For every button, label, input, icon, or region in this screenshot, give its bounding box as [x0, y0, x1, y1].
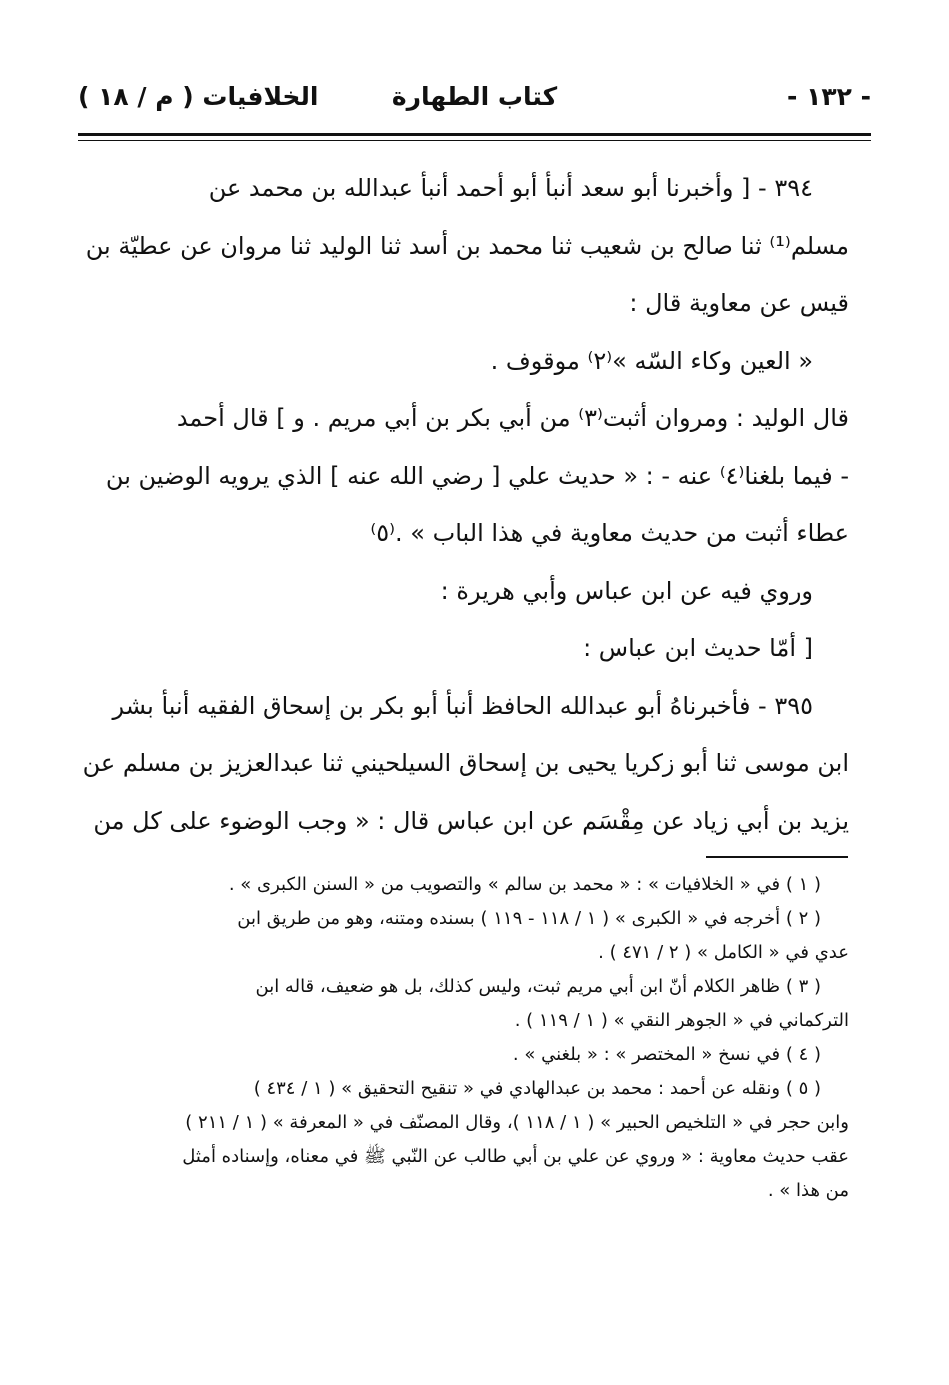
- main-text: [78, 160, 849, 850]
- text-line: قيس عن معاوية قال :: [629, 289, 849, 317]
- text-line: ٣٩٥ - فأخبرناهُ أبو عبدالله الحافظ أنبأ أبو بكر بن إسحاق الفقيه أنبأ بشر: [112, 691, 813, 720]
- footnote-line: ( ٤ ) في نسخ « المختصر » : « بلغني » .: [512, 1044, 821, 1065]
- footnotes: [78, 868, 849, 1208]
- text-line: مسلم⁽¹⁾ ثنا صالح بن شعيب ثنا محمد بن أسد ثنا الوليد ثنا مروان عن عطيّة بن: [85, 231, 849, 260]
- text-line: [ أمّا حديث ابن عباس :: [583, 634, 813, 662]
- footnote-separator: [706, 856, 848, 858]
- text-line: ابن موسى ثنا أبو زكريا يحيى بن إسحاق السيلحيني ثنا عبدالعزيز بن مسلم عن: [82, 749, 849, 777]
- page-number: - ١٣٢ -: [787, 82, 871, 111]
- footnote-line: التركماني في « الجوهر النقي » ( ١ / ١١٩ ) .: [514, 1010, 849, 1031]
- footnote-line: ( ٢ ) أخرجه في « الكبرى » ( ١ / ١١٨ - ١١٩ ) بسنده ومتنه، وهو من طريق ابن: [237, 908, 821, 929]
- footnote-line: ( ١ ) في « الخلافيات » : « محمد بن سالم » والتصويب من « السنن الكبرى » .: [228, 874, 821, 895]
- text-line: « العين وكاء السّه »⁽٢⁾ موقوف .: [490, 346, 813, 375]
- text-line: - فيما بلغنا⁽٤⁾ عنه - : « حديث علي [ رضي الله عنه ] الذي يرويه الوضين بن: [105, 461, 849, 490]
- footnote-line: وابن حجر في « التلخيص الحبير » ( ١ / ١١٨ )، وقال المصنّف في « المعرفة » ( ١ / ٢١١ ): [185, 1112, 849, 1133]
- text-line: وروي فيه عن ابن عباس وأبي هريرة :: [440, 576, 813, 605]
- section-label: الخلافيات ( م / ١٨ ): [78, 82, 319, 111]
- text-line: عطاء أثبت من حديث معاوية في هذا الباب » .⁽٥⁾: [370, 519, 849, 547]
- running-header: [78, 74, 871, 124]
- text-line: ٣٩٤ - [ وأخبرنا أبو سعد أنبأ أبو أحمد أنبأ عبدالله بن محمد عن: [208, 174, 813, 202]
- text-line: يزيد بن أبي زياد عن مِقْسَم عن ابن عباس قال : « وجب الوضوء على كل من: [93, 806, 849, 835]
- text-line: قال الوليد : ومروان أثبت⁽٣⁾ من أبي بكر بن أبي مريم . و ] قال أحمد: [176, 404, 849, 432]
- footnote-line: من هذا » .: [767, 1180, 849, 1201]
- footnote-line: ( ٥ ) ونقله عن أحمد : محمد بن عبدالهادي في « تنقيح التحقيق » ( ١ / ٤٣٤ ): [253, 1078, 821, 1099]
- footnote-line: عقب حديث معاوية : « وروي عن علي بن أبي طالب عن النّبي ﷺ في معناه، وإسناده أمثل: [182, 1146, 849, 1167]
- header-rule-thin: [78, 140, 871, 141]
- header-rule-thick: [78, 133, 871, 136]
- footnote-line: عدي في « الكامل » ( ٢ / ٤٧١ ) .: [598, 942, 849, 963]
- footnote-line: ( ٣ ) ظاهر الكلام أنّ ابن أبي مريم ثبت، وليس كذلك، بل هو ضعيف، قاله ابن: [255, 976, 821, 997]
- book-title: كتاب الطهارة: [391, 82, 558, 111]
